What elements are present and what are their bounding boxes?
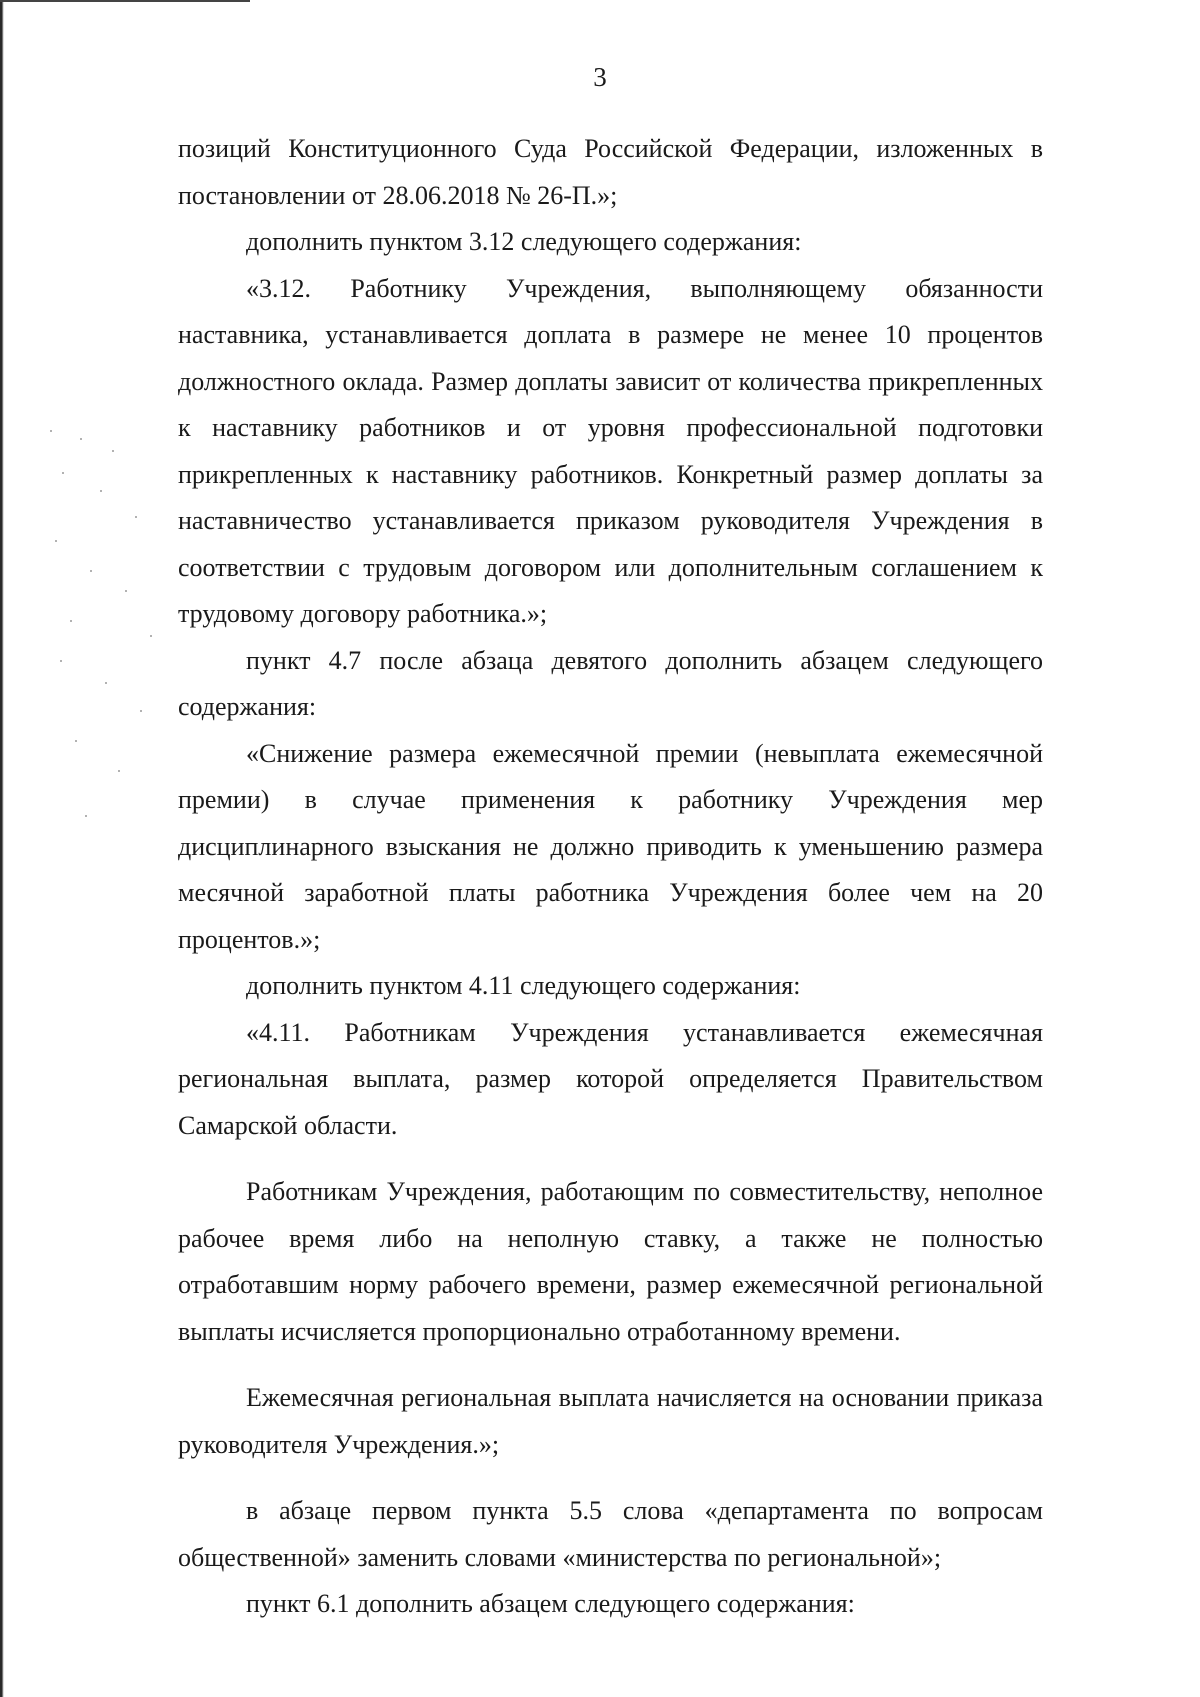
paragraph-4: пункт 4.7 после абзаца девятого дополнить абзацем следующего содержания: xyxy=(178,645,1043,721)
paragraph-10: в абзаце первом пункта 5.5 слова «департамента по вопросам общественной» заменить словами «министерства по региональной»; xyxy=(178,1496,1043,1572)
paragraph-3: «3.12. Работнику Учреждения, выполняющему обязанности наставника, устанавливается доплата в размере не менее 10 процентов должностного оклада. Размер доплаты зависит от количества прикрепленных к наставнику работников и от уровня профессиональной подготовки прикрепленных к наставнику работников. Конкретный размер доплаты за наставничество устанавливается приказом руководителя Учреждения в соответствии с трудовым договором или дополнительным соглашением к трудовому договору работника.»; xyxy=(178,273,1043,628)
paragraph-5: «Снижение размера ежемесячной премии (невыплата ежемесячной премии) в случае применения к работнику Учреждения мер дисциплинарного взыскания не должно приводить к уменьшению размера месячной заработной платы работника Учреждения более чем на 20 процентов.»; xyxy=(178,738,1043,954)
paragraph-9: Ежемесячная региональная выплата начисляется на основании приказа руководителя Учреждения.»; xyxy=(178,1383,1043,1459)
page-number: 3 xyxy=(593,62,607,92)
paragraph-11: пункт 6.1 дополнить абзацем следующего содержания: xyxy=(246,1589,855,1618)
paragraph-8: Работникам Учреждения, работающим по совместительству, неполное рабочее время либо на неполную ставку, а также не полностью отработавшим норму рабочего времени, размер ежемесячной региональной выплаты исчисляется пропорционально отработанному времени. xyxy=(178,1177,1043,1346)
scan-noise xyxy=(40,420,180,840)
paragraph-2: дополнить пунктом 3.12 следующего содержания: xyxy=(246,227,802,256)
paragraph-1: позиций Конституционного Суда Российской Федерации, изложенных в постановлении от 28.06.2018 № 26-П.»; xyxy=(178,134,1043,210)
scan-top-line xyxy=(0,0,250,2)
scan-left-edge xyxy=(0,0,4,1697)
paragraph-7: «4.11. Работникам Учреждения устанавливается ежемесячная региональная выплата, размер которой определяется Правительством Самарской области. xyxy=(178,1017,1043,1140)
document-body xyxy=(178,126,1043,1628)
paragraph-6: дополнить пунктом 4.11 следующего содержания: xyxy=(246,971,801,1000)
